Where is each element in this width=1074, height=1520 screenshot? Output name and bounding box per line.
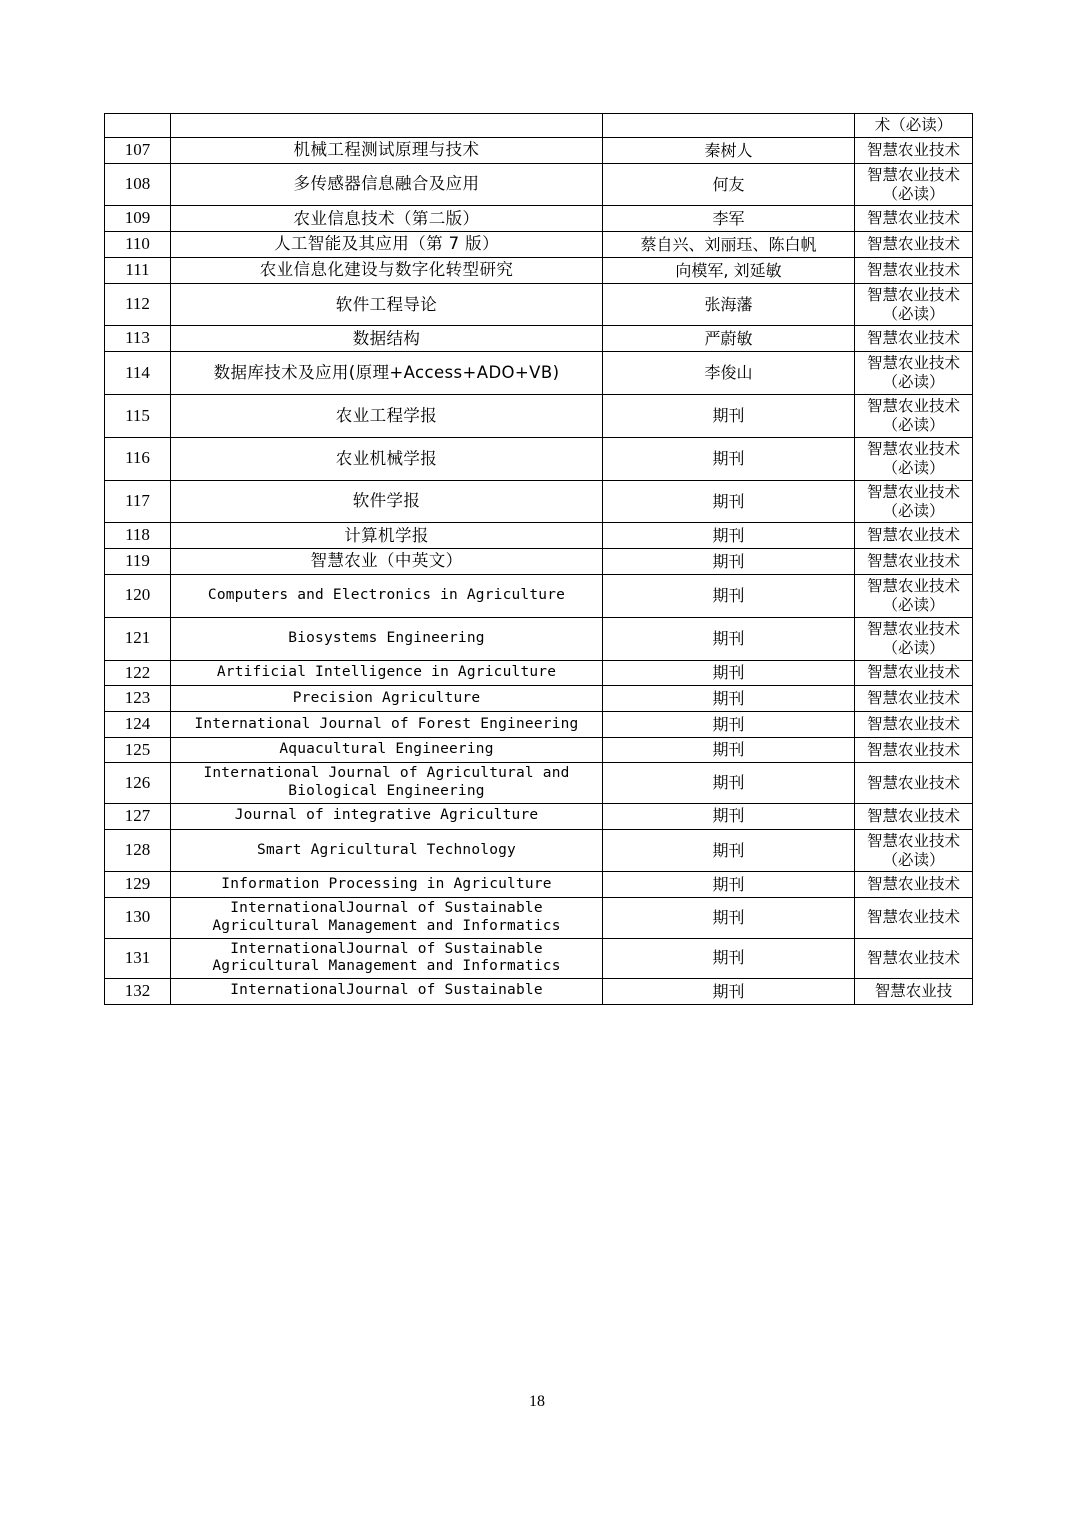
book-title-cell: International Journal of Forest Engineering bbox=[171, 712, 603, 738]
row-index-cell: 115 bbox=[105, 395, 171, 438]
row-index-cell: 112 bbox=[105, 283, 171, 326]
table-row bbox=[105, 137, 973, 163]
author-cell: 向模军, 刘延敏 bbox=[603, 257, 855, 283]
row-index-cell: 121 bbox=[105, 617, 171, 660]
author-cell bbox=[603, 114, 855, 138]
category-cell: 智慧农业技术 bbox=[855, 549, 973, 575]
booklist-table-body bbox=[105, 114, 973, 1005]
page-number: 18 bbox=[529, 1393, 545, 1410]
author-cell: 期刊 bbox=[603, 574, 855, 617]
category-cell: 智慧农业技术（必读） bbox=[855, 574, 973, 617]
book-title-cell: 农业机械学报 bbox=[171, 437, 603, 480]
booklist-table-wrapper bbox=[104, 113, 972, 1005]
table-row bbox=[105, 326, 973, 352]
table-row bbox=[105, 395, 973, 438]
row-index-cell bbox=[105, 114, 171, 138]
table-row bbox=[105, 660, 973, 686]
author-cell: 期刊 bbox=[603, 872, 855, 898]
author-cell: 李俊山 bbox=[603, 352, 855, 395]
category-cell: 术（必读） bbox=[855, 114, 973, 138]
book-title-cell: Aquacultural Engineering bbox=[171, 737, 603, 763]
category-cell: 智慧农业技术 bbox=[855, 257, 973, 283]
row-index-cell: 107 bbox=[105, 137, 171, 163]
row-index-cell: 110 bbox=[105, 232, 171, 258]
row-index-cell: 126 bbox=[105, 763, 171, 803]
table-row bbox=[105, 257, 973, 283]
table-row bbox=[105, 938, 973, 978]
category-cell: 智慧农业技术 bbox=[855, 206, 973, 232]
author-cell: 期刊 bbox=[603, 686, 855, 712]
author-cell: 期刊 bbox=[603, 480, 855, 523]
category-cell: 智慧农业技术 bbox=[855, 232, 973, 258]
category-cell: 智慧农业技术 bbox=[855, 660, 973, 686]
row-index-cell: 129 bbox=[105, 872, 171, 898]
table-row bbox=[105, 549, 973, 575]
author-cell: 期刊 bbox=[603, 617, 855, 660]
author-cell: 严蔚敏 bbox=[603, 326, 855, 352]
author-cell: 期刊 bbox=[603, 898, 855, 938]
book-title-cell: Biosystems Engineering bbox=[171, 617, 603, 660]
book-title-cell: 软件学报 bbox=[171, 480, 603, 523]
table-row bbox=[105, 232, 973, 258]
table-row bbox=[105, 163, 973, 206]
row-index-cell: 130 bbox=[105, 898, 171, 938]
row-index-cell: 117 bbox=[105, 480, 171, 523]
category-cell: 智慧农业技术 bbox=[855, 137, 973, 163]
table-row bbox=[105, 114, 973, 138]
row-index-cell: 132 bbox=[105, 978, 171, 1004]
book-title-cell: InternationalJournal of Sustainable Agricultural Management and Informatics bbox=[171, 898, 603, 938]
author-cell: 期刊 bbox=[603, 660, 855, 686]
table-row bbox=[105, 803, 973, 829]
table-row bbox=[105, 480, 973, 523]
book-title-cell: InternationalJournal of Sustainable Agricultural Management and Informatics bbox=[171, 938, 603, 978]
book-title-cell: 机械工程测试原理与技术 bbox=[171, 137, 603, 163]
table-row bbox=[105, 737, 973, 763]
category-cell: 智慧农业技术（必读） bbox=[855, 829, 973, 872]
table-row bbox=[105, 574, 973, 617]
book-title-cell: 计算机学报 bbox=[171, 523, 603, 549]
book-title-cell: 智慧农业（中英文） bbox=[171, 549, 603, 575]
row-index-cell: 119 bbox=[105, 549, 171, 575]
author-cell: 期刊 bbox=[603, 523, 855, 549]
author-cell: 期刊 bbox=[603, 763, 855, 803]
book-title-cell: InternationalJournal of Sustainable bbox=[171, 978, 603, 1004]
row-index-cell: 124 bbox=[105, 712, 171, 738]
category-cell: 智慧农业技术 bbox=[855, 763, 973, 803]
category-cell: 智慧农业技术（必读） bbox=[855, 437, 973, 480]
author-cell: 期刊 bbox=[603, 978, 855, 1004]
row-index-cell: 114 bbox=[105, 352, 171, 395]
table-row bbox=[105, 437, 973, 480]
table-row bbox=[105, 352, 973, 395]
category-cell: 智慧农业技术 bbox=[855, 872, 973, 898]
book-title-cell: International Journal of Agricultural and Biological Engineering bbox=[171, 763, 603, 803]
table-row bbox=[105, 872, 973, 898]
row-index-cell: 118 bbox=[105, 523, 171, 549]
category-cell: 智慧农业技术 bbox=[855, 523, 973, 549]
author-cell: 期刊 bbox=[603, 737, 855, 763]
row-index-cell: 108 bbox=[105, 163, 171, 206]
book-title-cell: 农业信息化建设与数字化转型研究 bbox=[171, 257, 603, 283]
book-title-cell: 人工智能及其应用（第 7 版） bbox=[171, 232, 603, 258]
book-title-cell: Precision Agriculture bbox=[171, 686, 603, 712]
row-index-cell: 116 bbox=[105, 437, 171, 480]
table-row bbox=[105, 978, 973, 1004]
table-row bbox=[105, 763, 973, 803]
row-index-cell: 122 bbox=[105, 660, 171, 686]
row-index-cell: 123 bbox=[105, 686, 171, 712]
table-row bbox=[105, 283, 973, 326]
author-cell: 期刊 bbox=[603, 938, 855, 978]
table-row bbox=[105, 617, 973, 660]
table-row bbox=[105, 898, 973, 938]
category-cell: 智慧农业技术 bbox=[855, 898, 973, 938]
author-cell: 期刊 bbox=[603, 549, 855, 575]
row-index-cell: 113 bbox=[105, 326, 171, 352]
row-index-cell: 131 bbox=[105, 938, 171, 978]
author-cell: 秦树人 bbox=[603, 137, 855, 163]
book-title-cell: 数据库技术及应用(原理+Access+ADO+VB) bbox=[171, 352, 603, 395]
author-cell: 期刊 bbox=[603, 712, 855, 738]
author-cell: 期刊 bbox=[603, 437, 855, 480]
author-cell: 期刊 bbox=[603, 829, 855, 872]
table-row bbox=[105, 712, 973, 738]
author-cell: 期刊 bbox=[603, 803, 855, 829]
category-cell: 智慧农业技术 bbox=[855, 803, 973, 829]
author-cell: 期刊 bbox=[603, 395, 855, 438]
row-index-cell: 125 bbox=[105, 737, 171, 763]
row-index-cell: 111 bbox=[105, 257, 171, 283]
table-row bbox=[105, 206, 973, 232]
row-index-cell: 109 bbox=[105, 206, 171, 232]
book-title-cell: 软件工程导论 bbox=[171, 283, 603, 326]
category-cell: 智慧农业技术（必读） bbox=[855, 480, 973, 523]
category-cell: 智慧农业技术 bbox=[855, 938, 973, 978]
category-cell: 智慧农业技术 bbox=[855, 737, 973, 763]
category-cell: 智慧农业技术（必读） bbox=[855, 163, 973, 206]
book-title-cell: 农业信息技术（第二版） bbox=[171, 206, 603, 232]
author-cell: 蔡自兴、刘丽珏、陈白帆 bbox=[603, 232, 855, 258]
category-cell: 智慧农业技术 bbox=[855, 712, 973, 738]
book-title-cell: Journal of integrative Agriculture bbox=[171, 803, 603, 829]
book-title-cell: 数据结构 bbox=[171, 326, 603, 352]
table-row bbox=[105, 686, 973, 712]
book-title-cell: Smart Agricultural Technology bbox=[171, 829, 603, 872]
category-cell: 智慧农业技术（必读） bbox=[855, 283, 973, 326]
row-index-cell: 127 bbox=[105, 803, 171, 829]
category-cell: 智慧农业技术（必读） bbox=[855, 395, 973, 438]
author-cell: 何友 bbox=[603, 163, 855, 206]
book-title-cell: 农业工程学报 bbox=[171, 395, 603, 438]
category-cell: 智慧农业技术（必读） bbox=[855, 352, 973, 395]
category-cell: 智慧农业技术（必读） bbox=[855, 617, 973, 660]
book-title-cell: Computers and Electronics in Agriculture bbox=[171, 574, 603, 617]
book-title-cell: 多传感器信息融合及应用 bbox=[171, 163, 603, 206]
author-cell: 李军 bbox=[603, 206, 855, 232]
booklist-table bbox=[104, 113, 973, 1005]
table-row bbox=[105, 829, 973, 872]
row-index-cell: 120 bbox=[105, 574, 171, 617]
author-cell: 张海藩 bbox=[603, 283, 855, 326]
book-title-cell: Information Processing in Agriculture bbox=[171, 872, 603, 898]
category-cell: 智慧农业技术 bbox=[855, 686, 973, 712]
book-title-cell bbox=[171, 114, 603, 138]
row-index-cell: 128 bbox=[105, 829, 171, 872]
book-title-cell: Artificial Intelligence in Agriculture bbox=[171, 660, 603, 686]
category-cell: 智慧农业技 bbox=[855, 978, 973, 1004]
category-cell: 智慧农业技术 bbox=[855, 326, 973, 352]
table-row bbox=[105, 523, 973, 549]
